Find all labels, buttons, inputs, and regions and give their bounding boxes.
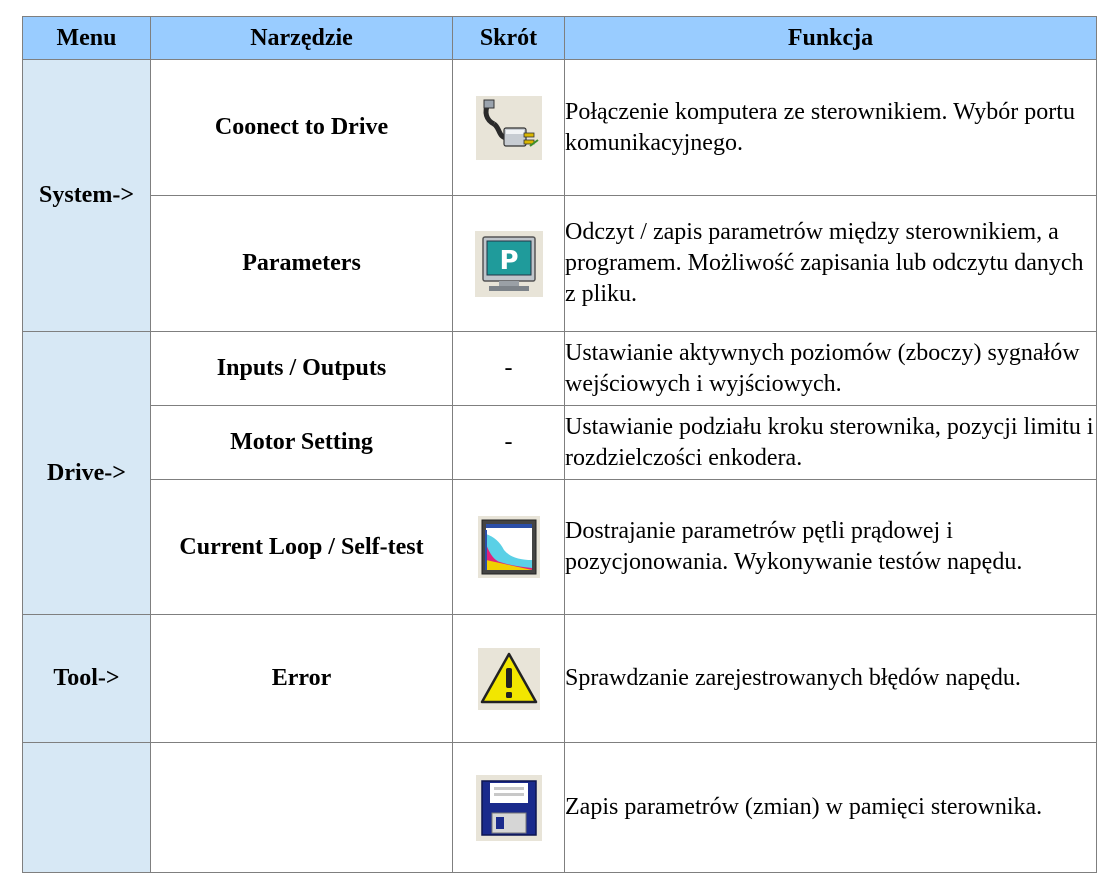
tools-table — [22, 16, 1097, 873]
table-row — [23, 60, 1097, 196]
function-error: Sprawdzanie zarejestrowanych błędów napędu. — [565, 615, 1097, 743]
tool-current-loop: Current Loop / Self-test — [151, 480, 453, 615]
table-row — [23, 406, 1097, 480]
menu-blank — [23, 743, 151, 873]
menu-tool: Tool-> — [23, 615, 151, 743]
menu-drive: Drive-> — [23, 332, 151, 615]
function-connect: Połączenie komputera ze sterownikiem. Wybór portu komunikacyjnego. — [565, 60, 1097, 196]
function-parameters: Odczyt / zapis parametrów między sterownikiem, a programem. Możliwość zapisania lub odczytu danych z pliku. — [565, 196, 1097, 332]
shortcut-motor-setting: - — [453, 406, 565, 480]
function-inputs-outputs: Ustawianie aktywnych poziomów (zboczy) sygnałów wejściowych i wyjściowych. — [565, 332, 1097, 406]
table-row — [23, 196, 1097, 332]
tool-inputs-outputs: Inputs / Outputs — [151, 332, 453, 406]
tool-error: Error — [151, 615, 453, 743]
tool-blank — [151, 743, 453, 873]
table-row — [23, 332, 1097, 406]
shortcut-parameters — [453, 196, 565, 332]
tool-motor-setting: Motor Setting — [151, 406, 453, 480]
header-menu: Menu — [23, 17, 151, 60]
function-save: Zapis parametrów (zmian) w pamięci sterownika. — [565, 743, 1097, 873]
table-row — [23, 743, 1097, 873]
shortcut-error — [453, 615, 565, 743]
warning-triangle-icon[interactable] — [478, 648, 540, 710]
parameters-monitor-icon[interactable] — [475, 231, 543, 297]
shortcut-save — [453, 743, 565, 873]
svg-text:P: P — [498, 245, 519, 276]
shortcut-current-loop — [453, 480, 565, 615]
plug-connector-icon[interactable] — [476, 96, 542, 160]
tool-connect-to-drive: Coonect to Drive — [151, 60, 453, 196]
tuning-chart-icon[interactable] — [478, 516, 540, 578]
function-current-loop: Dostrajanie parametrów pętli prądowej i pozycjonowania. Wykonywanie testów napędu. — [565, 480, 1097, 615]
shortcut-inputs-outputs: - — [453, 332, 565, 406]
header-shortcut: Skrót — [453, 17, 565, 60]
floppy-disk-icon[interactable] — [476, 775, 542, 841]
header-function: Funkcja — [565, 17, 1097, 60]
function-motor-setting: Ustawianie podziału kroku sterownika, pozycji limitu i rozdzielczości enkodera. — [565, 406, 1097, 480]
tool-parameters: Parameters — [151, 196, 453, 332]
table-row — [23, 615, 1097, 743]
header-tool: Narzędzie — [151, 17, 453, 60]
header-row — [23, 17, 1097, 60]
menu-system: System-> — [23, 60, 151, 332]
table-row — [23, 480, 1097, 615]
shortcut-connect — [453, 60, 565, 196]
